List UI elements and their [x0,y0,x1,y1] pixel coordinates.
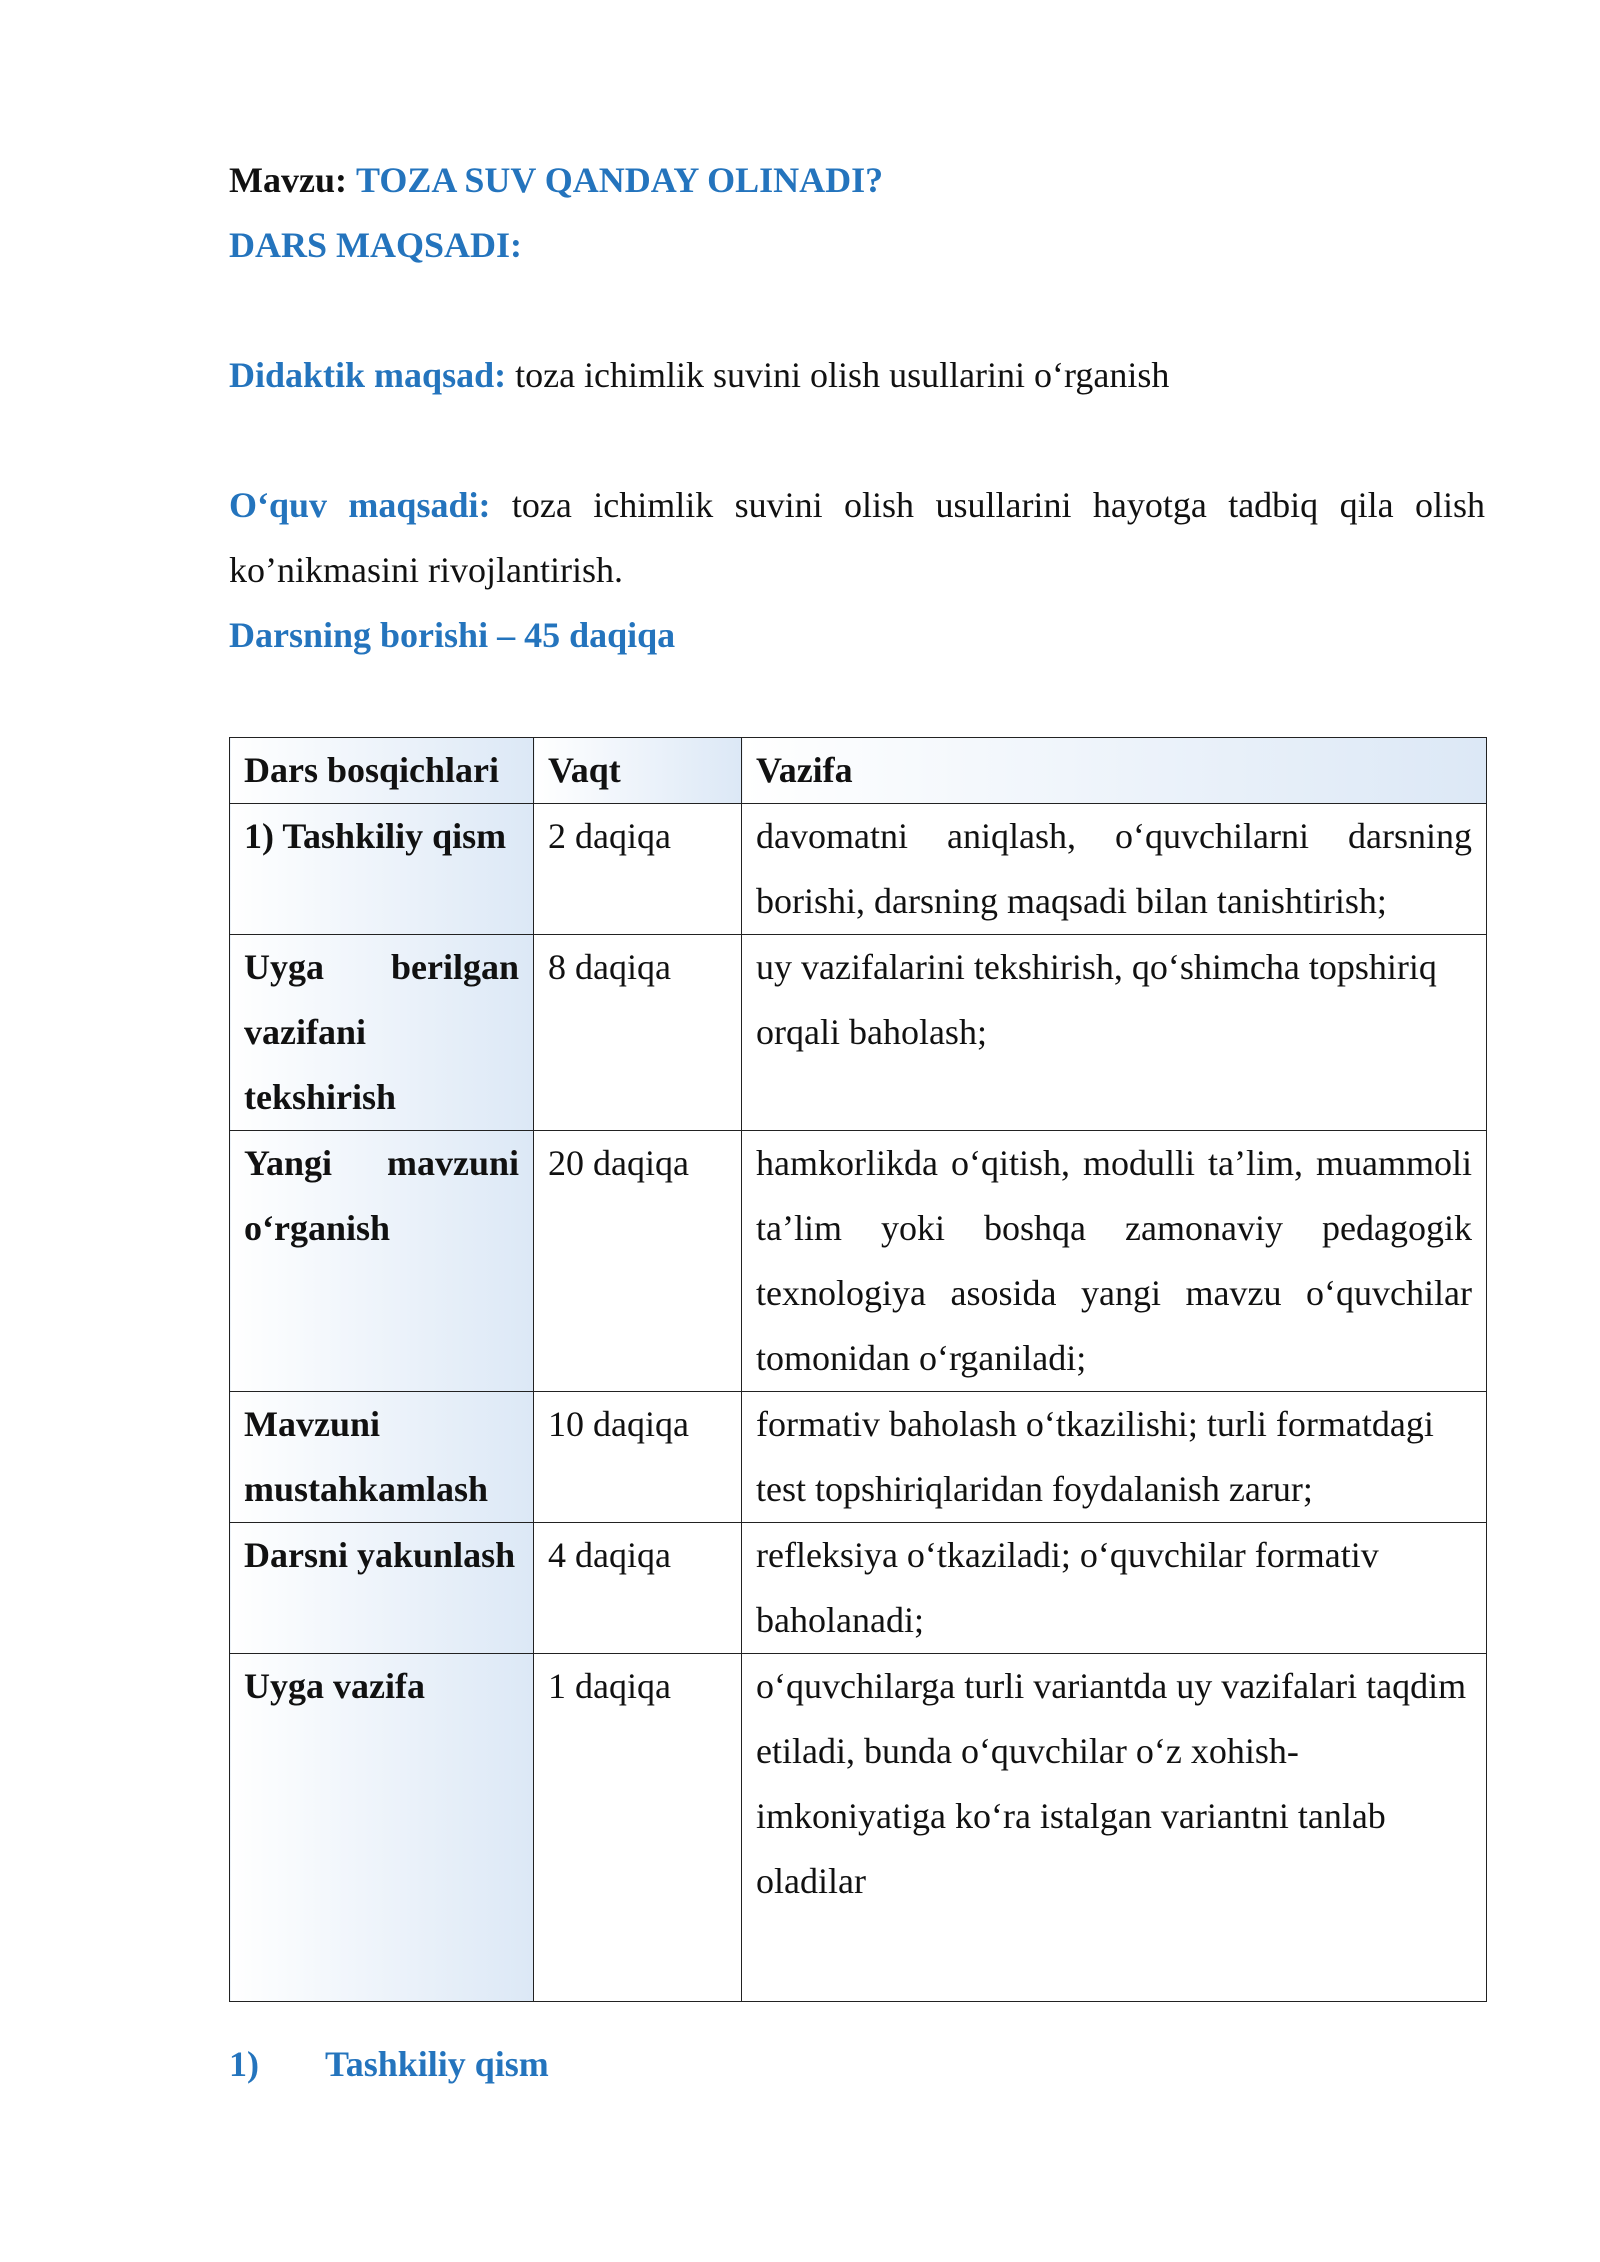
table-header-row [230,738,1487,804]
educational-goal-line2: ko’nikmasini rivojlantirish. [229,550,623,590]
section-number: 1) [229,2044,259,2084]
time-cell: 10 daqiqa [534,1392,742,1523]
spacer [229,278,1485,343]
educational-label: O‘quv maqsadi: [229,485,491,525]
didactic-text: toza ichimlik suvini olish usullarini o‘rganish [515,355,1170,395]
didactic-goal [229,343,1485,408]
lesson-plan-table [229,737,1487,2002]
section-heading-tashkiliy [229,2032,549,2097]
section-title: Tashkiliy qism [325,2044,549,2084]
topic-label: Mavzu: [229,160,347,200]
stage-cell: Yangi mavzuni o‘rganish [230,1131,534,1392]
table-row [230,804,1487,935]
task-cell: davomatni aniqlash, o‘quvchilarni darsning borishi, darsning maqsadi bilan tanishtirish; [742,804,1487,935]
task-cell: formativ baholash o‘tkazilishi; turli formatdagi test topshiriqlaridan foydalanish zarur; [742,1392,1487,1523]
column-header-task: Vazifa [742,738,1487,804]
column-header-time: Vaqt [534,738,742,804]
didactic-label: Didaktik maqsad: [229,355,507,395]
topic-line [229,148,1485,213]
document-body [229,148,1485,668]
task-cell: hamkorlikda o‘qitish, modulli ta’lim, muammoli ta’lim yoki boshqa zamonaviy pedagogik texnologiya asosida yangi mavzu o‘quvchilar tomonidan o‘rganiladi; [742,1131,1487,1392]
stage-cell: Darsni yakunlash [230,1523,534,1654]
table-row [230,1523,1487,1654]
time-cell: 2 daqiqa [534,804,742,935]
educational-text-line1: toza ichimlik suvini olish usullarini hayotga tadbiq qila olish [511,485,1485,525]
time-cell: 8 daqiqa [534,935,742,1131]
educational-goal-line1 [229,473,1485,538]
column-header-stage: Dars bosqichlari [230,738,534,804]
goal-heading: DARS MAQSADI: [229,225,523,265]
table-row [230,1131,1487,1392]
topic-title: TOZA SUV QANDAY OLINADI? [355,160,884,200]
time-cell: 4 daqiqa [534,1523,742,1654]
table-row [230,935,1487,1131]
table-row [230,1392,1487,1523]
stage-cell: 1) Tashkiliy qism [230,804,534,935]
stage-cell: Uyga berilgan vazifani tekshirish [230,935,534,1131]
table-row [230,1654,1487,2002]
task-cell: refleksiya o‘tkaziladi; o‘quvchilar formativ baholanadi; [742,1523,1487,1654]
time-cell: 1 daqiqa [534,1654,742,2002]
task-cell: uy vazifalarini tekshirish, qo‘shimcha topshiriq orqali baholash; [742,935,1487,1131]
progress-heading: Darsning borishi – 45 daqiqa [229,615,676,655]
stage-cell: Mavzuni mustahkamlash [230,1392,534,1523]
spacer [229,408,1485,473]
task-cell: o‘quvchilarga turli variantda uy vazifalari taqdim etiladi, bunda o‘quvchilar o‘z xohish-imkoniyatiga ko‘ra istalgan variantni tanlab oladilar [742,1654,1487,2002]
time-cell: 20 daqiqa [534,1131,742,1392]
stage-cell: Uyga vazifa [230,1654,534,2002]
